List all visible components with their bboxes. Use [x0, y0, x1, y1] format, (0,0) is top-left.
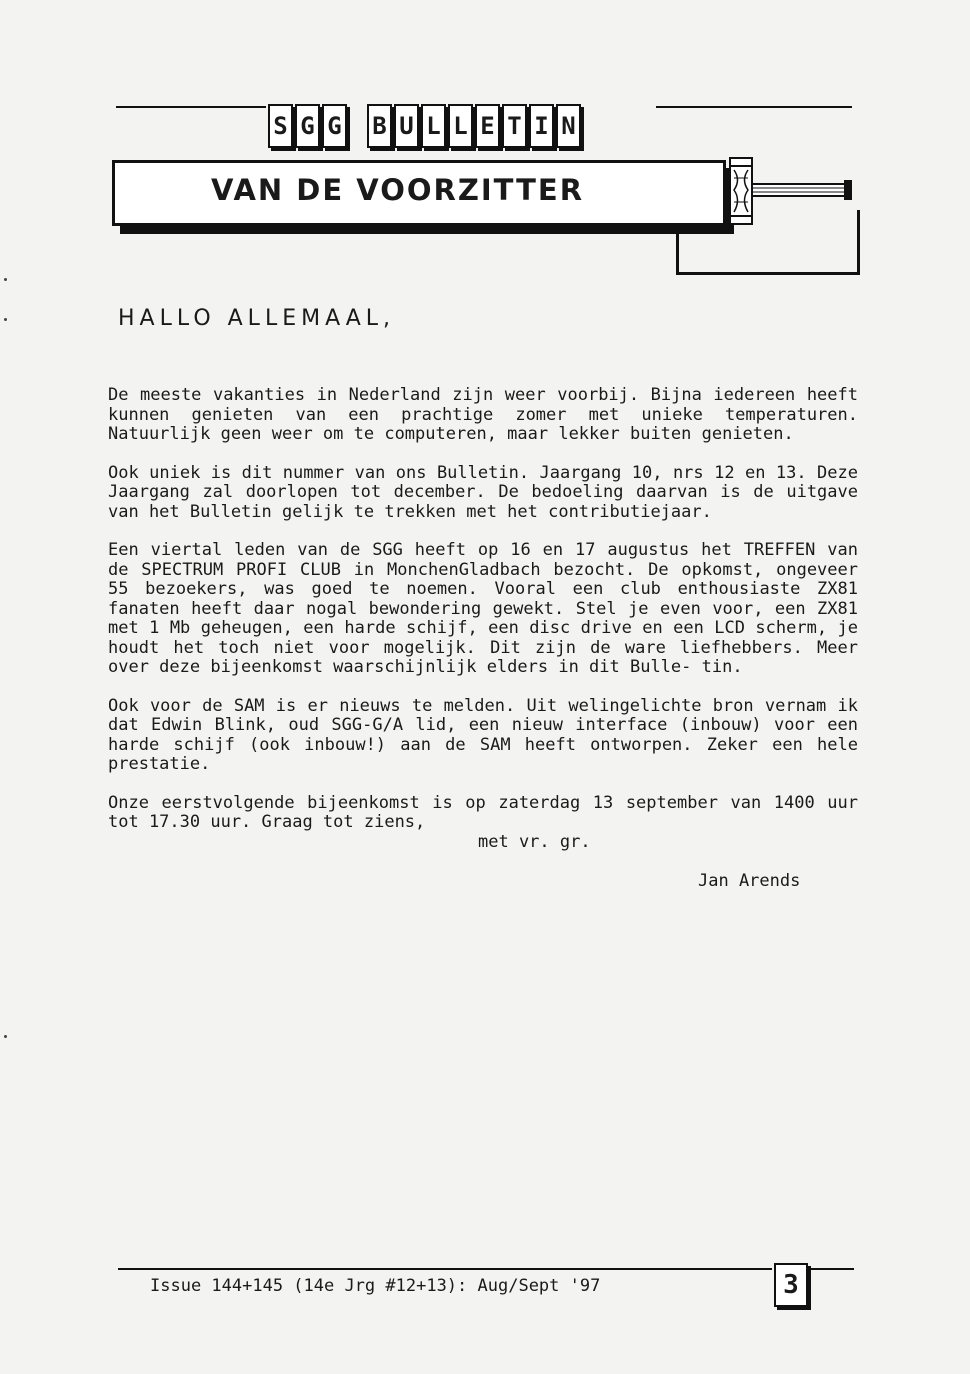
bulletin-title: [268, 104, 581, 150]
title-letter: T: [502, 104, 527, 148]
paragraph: De meeste vakanties in Nederland zijn weer voorbij. Bijna iedereen heeft kunnen genieten van een prachtige zomer met unieke temperaturen. Natuurlijk geen weer om te computeren, maar lekker buiten genieten.: [108, 385, 858, 444]
section-banner: [112, 160, 726, 226]
punch-hole: [4, 278, 7, 281]
punch-hole: [4, 318, 7, 321]
title-letter: E: [475, 104, 500, 148]
title-letter: L: [448, 104, 473, 148]
issue-info: Issue 144+145 (14e Jrg #12+13): Aug/Sept '97: [150, 1276, 601, 1296]
title-letter: G: [322, 104, 347, 148]
paragraph: Onze eerstvolgende bijeenkomst is op zaterdag 13 september van 1400 uur tot 17.30 uur. Graag tot ziens,: [108, 792, 858, 832]
title-letter: S: [268, 104, 293, 148]
title-letter: B: [367, 104, 392, 148]
footer-rule: [118, 1268, 772, 1270]
gavel-icon: [726, 156, 856, 228]
title-letter: L: [421, 104, 446, 148]
section-title: VAN DE VOORZITTER: [211, 173, 585, 207]
closing: met vr. gr.: [478, 831, 591, 852]
paragraph: Ook voor de SAM is er nieuws te melden. Uit welingelichte bron vernam ik dat Edwin Blink, oud SGG-G/A lid, een nieuw interface (inbouw) voor een harde schijf (ook inbouw!) aan de SAM heeft ontworpen. Zeker een hele prestatie.: [108, 695, 858, 774]
paragraph: Ook uniek is dit nummer van ons Bulletin. Jaargang 10, nrs 12 en 13. Deze Jaargang zal doorlopen tot december. De bedoeling daarvan is de uitgave van het Bulletin gelijk te trekken met het contributiejaar.: [108, 462, 858, 522]
title-letter: G: [295, 104, 320, 148]
header-rule-left: [116, 106, 266, 108]
title-letter: N: [556, 104, 581, 148]
greeting: HALLO ALLEMAAL,: [118, 306, 396, 331]
page-number: 3: [774, 1263, 808, 1307]
paragraph: Een viertal leden van de SGG heeft op 16 en 17 augustus het TREFFEN van de SPECTRUM PROFI CLUB in MonchenGladbach bezocht. De opkomst, ongeveer 55 bezoekers, was goed te noemen. Vooral een club enthousiaste ZX81 fanaten heeft daar nogal bewondering gewekt. Stel je even voor, een ZX81 met 1 Mb geheugen, een harde schijf, een disc drive en een LCD scherm, je houdt het toch niet voor mogelijk. Dit zijn de ware liefhebbers. Meer over deze bijeenkomst waarschijnlijk elders in dit Bulle- tin.: [108, 540, 858, 677]
article-body: [108, 386, 858, 892]
title-letter: I: [529, 104, 554, 148]
punch-hole: [4, 1035, 7, 1038]
title-letter: U: [394, 104, 419, 148]
footer-rule-right: [806, 1268, 854, 1270]
header-rule-right: [656, 106, 852, 108]
signature: Jan Arends: [698, 871, 801, 891]
